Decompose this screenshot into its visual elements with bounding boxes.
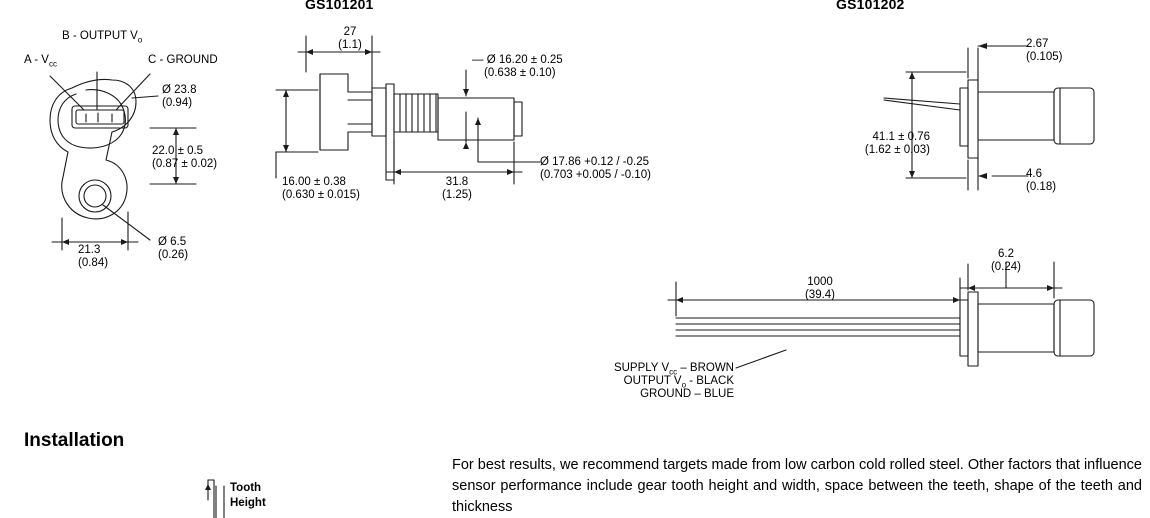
dim-dia-6-5-inch: (0.26) xyxy=(158,249,189,261)
title-gs101201: GS101201 xyxy=(305,0,374,12)
label-pin-a: A - $V_{cc}$ xyxy=(24,54,57,69)
dim-dia-16-20: — Ø 16.20 ± 0.25 xyxy=(472,54,563,66)
dim-31-8-inch: (1.25) xyxy=(441,189,473,201)
dim-1000: 1000 xyxy=(807,276,833,288)
dim-22-0: 22.0 ± 0.5 xyxy=(152,145,204,157)
dim-16-00-inch: (0.630 ± 0.015) xyxy=(282,189,360,201)
dim-16-00: 16.00 ± 0.38 xyxy=(282,176,346,188)
dim-dia-23-8-inch: (0.94) xyxy=(162,97,193,109)
installation-heading: Installation xyxy=(24,430,125,451)
wire-output-label: OUTPUT $V_o$ - BLACK xyxy=(623,375,734,390)
dim-41-1: 41.1 ± 0.76 xyxy=(872,131,930,143)
dim-2-67: 2.67 xyxy=(1026,38,1049,50)
dim-31-8: 31.8 xyxy=(445,176,469,188)
dim-4-6-inch: (0.18) xyxy=(1026,181,1057,193)
tooth-height-label-line1: Tooth xyxy=(230,482,262,494)
dim-21-3-inch: (0.84) xyxy=(78,257,109,269)
tooth-height-label-line2: Height xyxy=(230,497,266,509)
installation-body-text: For best results, we recommend targets made from low carbon cold rolled steel. Other factors that influence sensor performance include gear tooth height and width, space between the teeth, shape of the teeth and thickness xyxy=(452,457,1142,515)
label-pin-c: C - GROUND xyxy=(148,54,218,66)
dim-41-1-inch: (1.62 ± 0.03) xyxy=(864,144,930,156)
wire-ground-label: GROUND – BLUE xyxy=(640,388,734,400)
dim-22-0-inch: (0.87 ± 0.02) xyxy=(152,158,218,170)
dim-dia-16-20-inch: (0.638 ± 0.10) xyxy=(484,67,556,79)
title-gs101202: GS101202 xyxy=(836,0,905,12)
dim-4-6: 4.6 xyxy=(1026,168,1042,180)
dim-27-inch: (1.1) xyxy=(338,39,362,51)
dim-dia-23-8: Ø 23.8 xyxy=(162,84,197,96)
dim-27: 27 xyxy=(343,26,357,38)
dim-1000-inch: (39.4) xyxy=(804,289,836,301)
wire-supply-label: SUPPLY $V_{cc}$ – BROWN xyxy=(613,362,734,377)
label-pin-b: B - OUTPUT $V_o$ xyxy=(62,30,143,45)
dim-dia-17-86: Ø 17.86 +0.12 / -0.25 xyxy=(540,156,650,168)
dim-21-3: 21.3 xyxy=(78,244,101,256)
dim-dia-6-5: Ø 6.5 xyxy=(158,236,187,248)
dim-6-2-inch: (0.24) xyxy=(990,261,1022,273)
dim-6-2: 6.2 xyxy=(998,248,1014,260)
dim-dia-17-86-inch: (0.703 +0.005 / -0.10) xyxy=(540,169,651,181)
dim-2-67-inch: (0.105) xyxy=(1026,51,1063,63)
